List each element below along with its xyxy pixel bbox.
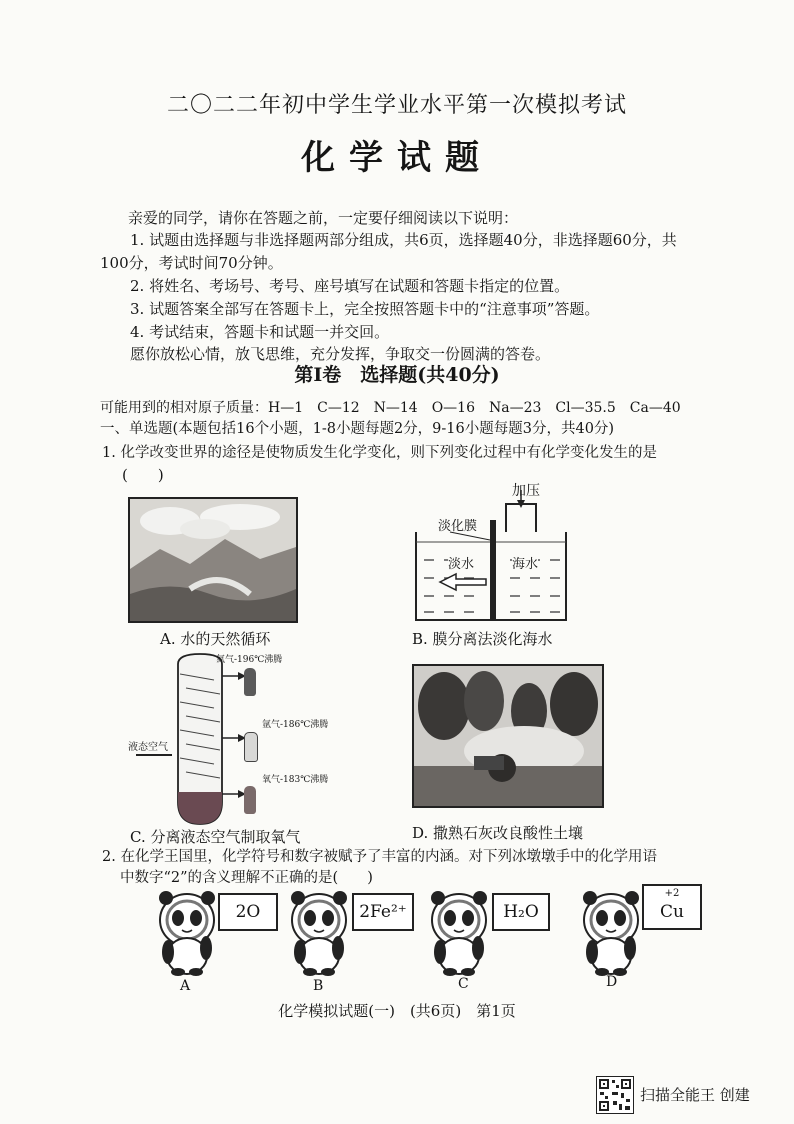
bing-dwen-dwen-icon xyxy=(288,890,350,976)
label-oxygen: 氧气-183℃沸腾 xyxy=(262,775,329,785)
option-label-b: B xyxy=(313,978,324,994)
option-label-d: D xyxy=(606,974,618,990)
formula-card-d-symbol: Cu xyxy=(660,902,684,922)
panda-mascot xyxy=(428,890,490,976)
gas-cylinder xyxy=(244,732,258,762)
q1-option-c: C. 分离液态空气制取氧气 xyxy=(130,828,301,846)
panda-mascot xyxy=(580,890,642,976)
label-nitrogen: 氮气-196℃沸腾 xyxy=(216,655,283,665)
panda-mascot xyxy=(156,890,218,976)
exam-title: 二〇二二年初中学生学业水平第一次模拟考试 xyxy=(166,93,627,118)
q1-option-b: B. 膜分离法淡化海水 xyxy=(412,630,553,648)
instruction-item: 1. 试题由选择题与非选择题两部分组成，共6页，选择题40分，非选择题60分，共 xyxy=(130,231,677,249)
instructions-closing: 愿你放松心情，放飞思维，充分发挥，争取交一份圆满的答卷。 xyxy=(130,345,551,363)
label-pressure: 加压 xyxy=(512,483,540,499)
instruction-item: 4. 考试结束，答题卡和试题一并交回。 xyxy=(130,323,390,341)
bing-dwen-dwen-icon xyxy=(428,890,490,976)
water-cycle-image xyxy=(130,499,296,621)
bing-dwen-dwen-icon xyxy=(580,890,642,976)
instruction-item: 100分，考试时间70分钟。 xyxy=(100,254,283,272)
q2-stem: 2. 在化学王国里，化学符号和数字被赋予了丰富的内涵。对下列冰墩墩手中的化学用语 xyxy=(102,849,657,865)
label-argon: 氩气-186℃沸腾 xyxy=(262,720,329,730)
instructions-greeting: 亲爱的同学，请你在答题之前，一定要仔细阅读以下说明： xyxy=(128,209,519,227)
formula-card-c: H₂O xyxy=(492,893,550,931)
part-heading: 一、单选题(本题包括16个小题，1-8小题每题2分，9-16小题每题3分，共40分) xyxy=(100,421,615,437)
formula-card-b: 2Fe²⁺ xyxy=(352,893,414,931)
q2-stem-cont: 中数字“2”的含义理解不正确的是( ) xyxy=(120,870,373,886)
membrane-diagram xyxy=(410,482,572,622)
formula-card-d xyxy=(642,884,702,930)
qr-code-icon xyxy=(596,1076,634,1114)
label-liquid-air: 液态空气 xyxy=(128,742,168,753)
bing-dwen-dwen-icon xyxy=(156,890,218,976)
q1-option-d: D. 撒熟石灰改良酸性土壤 xyxy=(412,824,584,842)
formula-card-a: 2O xyxy=(218,893,278,931)
instruction-item: 2. 将姓名、考场号、考号、座号填写在试题和答题卡指定的位置。 xyxy=(130,277,570,295)
formula-card-d-charge: +2 xyxy=(664,888,680,899)
figure-lime-field xyxy=(412,664,604,808)
panda-mascot xyxy=(288,890,350,976)
option-label-c: C xyxy=(458,976,469,992)
gas-cylinder xyxy=(244,668,256,696)
lime-field-image xyxy=(414,666,602,806)
input-arrow xyxy=(136,754,172,756)
option-label-a: A xyxy=(180,978,191,994)
subject-title: 化学试题 xyxy=(301,138,493,178)
figure-membrane xyxy=(410,482,572,622)
q1-blank: ( ) xyxy=(122,466,164,484)
figure-water-cycle xyxy=(128,497,298,623)
label-membrane: 淡化膜 xyxy=(438,519,478,534)
gas-cylinder xyxy=(244,786,256,814)
q1-stem: 1. 化学改变世界的途径是使物质发生化学变化，则下列变化过程中有化学变化发生的是 xyxy=(102,445,657,461)
label-sea-water: 海水 xyxy=(512,553,538,572)
scanner-watermark: 扫描全能王 创建 xyxy=(640,1086,750,1104)
atomic-masses: 可能用到的相对原子质量：H—1 C—12 N—14 O—16 Na—23 Cl—35.5 Ca—40 xyxy=(100,400,681,416)
instruction-item: 3. 试题答案全部写在答题卡上，完全按照答题卡中的“注意事项”答题。 xyxy=(130,300,600,318)
label-fresh-water: 淡水 xyxy=(448,553,474,572)
q1-option-a: A. 水的天然循环 xyxy=(160,630,271,648)
section-title: 第Ⅰ卷 选择题(共40分) xyxy=(294,364,500,386)
page-footer: 化学模拟试题(一) (共6页) 第1页 xyxy=(278,1002,516,1020)
